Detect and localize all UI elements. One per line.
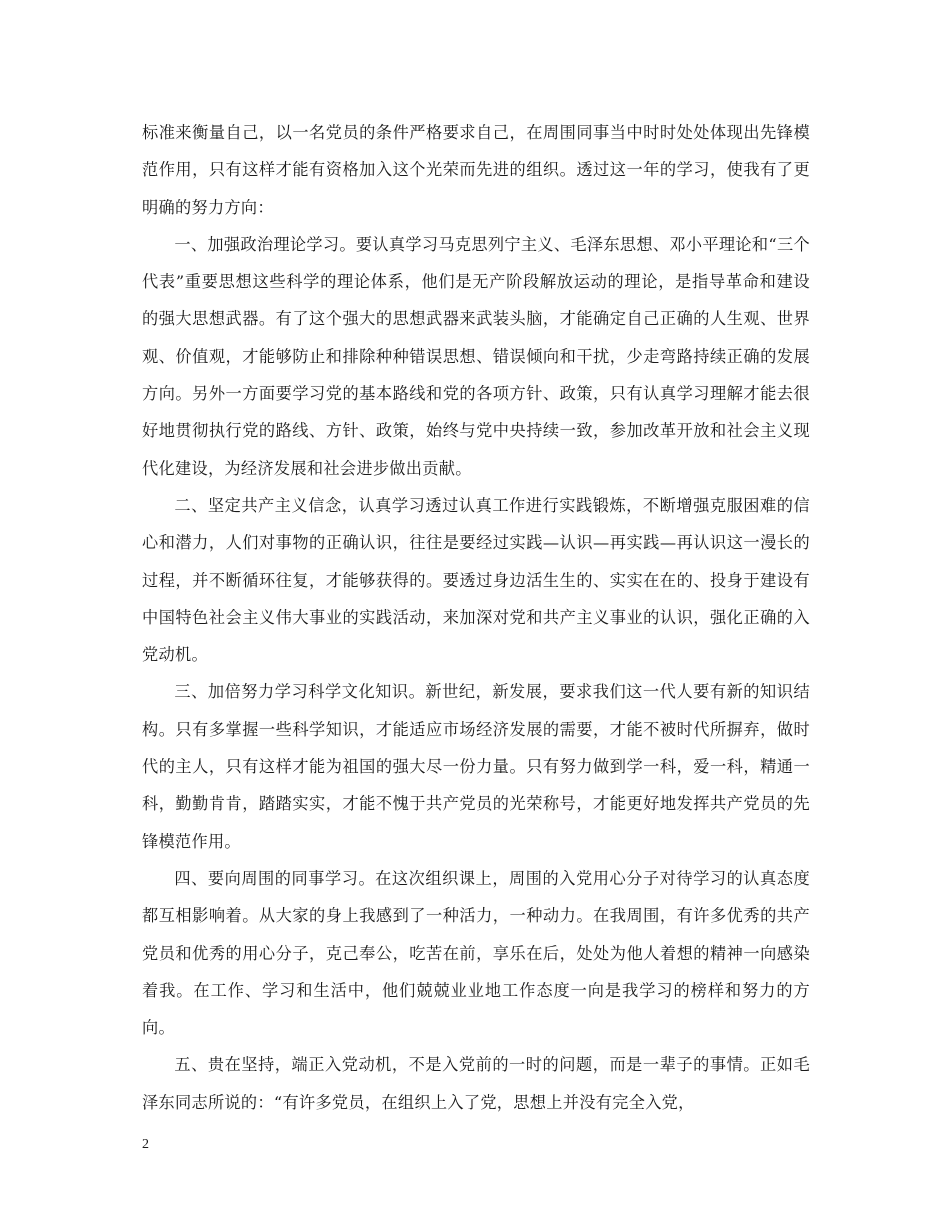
paragraph-point-two: 二、坚定共产主义信念，认真学习透过认真工作进行实践锻炼，不断增强克服困难的信心和潜力，人们对事物的正确认识，往往是要经过实践—认识—再实践—再认识这一漫长的过程，并不断循环往复，才能够获得的。要透过身边活生生的、实实在在的、投身于建设有中国特色社会主义伟大事业的实践活动，来加深对党和共产主义事业的认识，强化正确的入党动机。 bbox=[142, 495, 810, 665]
paragraph-point-four: 四、要向周围的同事学习。在这次组织课上，周围的入党用心分子对待学习的认真态度都互相影响着。从大家的身上我感到了一种活力，一种动力。在我周围，有许多优秀的共产党员和优秀的用心分子，克己奉公，吃苦在前，享乐在后，处处为他人着想的精神一向感染着我。在工作、学习和生活中，他们兢兢业业地工作态度一向是我学习的榜样和努力的方向。 bbox=[142, 868, 810, 1038]
page-number: 2 bbox=[142, 1137, 149, 1152]
paragraph-point-one: 一、加强政治理论学习。要认真学习马克思列宁主义、毛泽东思想、邓小平理论和“三个代表”重要思想这些科学的理论体系，他们是无产阶段解放运动的理论，是指导革命和建设的强大思想武器。有了这个强大的思想武器来武装头脑，才能确定自己正确的人生观、世界观、价值观，才能够防止和排除种种错误思想、错误倾向和干扰，少走弯路持续正确的发展方向。另外一方面要学习党的基本路线和党的各项方针、政策，只有认真学习理解才能去很好地贯彻执行党的路线、方针、政策，始终与党中央持续一致，参加改革开放和社会主义现代化建设，为经济发展和社会进步做出贡献。 bbox=[142, 234, 810, 478]
paragraph-point-three: 三、加倍努力学习科学文化知识。新世纪，新发展，要求我们这一代人要有新的知识结构。只有多掌握一些科学知识，才能适应市场经济发展的需要，才能不被时代所摒弃，做时代的主人，只有这样才能为祖国的强大尽一份力量。只有努力做到学一科，爱一科，精通一科，勤勤肯肯，踏踏实实，才能不愧于共产党员的光荣称号，才能更好地发挥共产党员的先锋模范作用。 bbox=[142, 682, 810, 851]
paragraph-point-five: 五、贵在坚持，端正入党动机，不是入党前的一时的问题，而是一辈子的事情。正如毛泽东同志所说的：“有许多党员，在组织上入了党，思想上并没有完全入党， bbox=[142, 1055, 810, 1112]
body-text bbox=[142, 114, 810, 1121]
paragraph-intro-continuation: 标准来衡量自己，以一名党员的条件严格要求自己，在周围同事当中时时处处体现出先锋模范作用，只有这样才能有资格加入这个光荣而先进的组织。透过这一年的学习，使我有了更明确的努力方向： bbox=[142, 123, 810, 217]
